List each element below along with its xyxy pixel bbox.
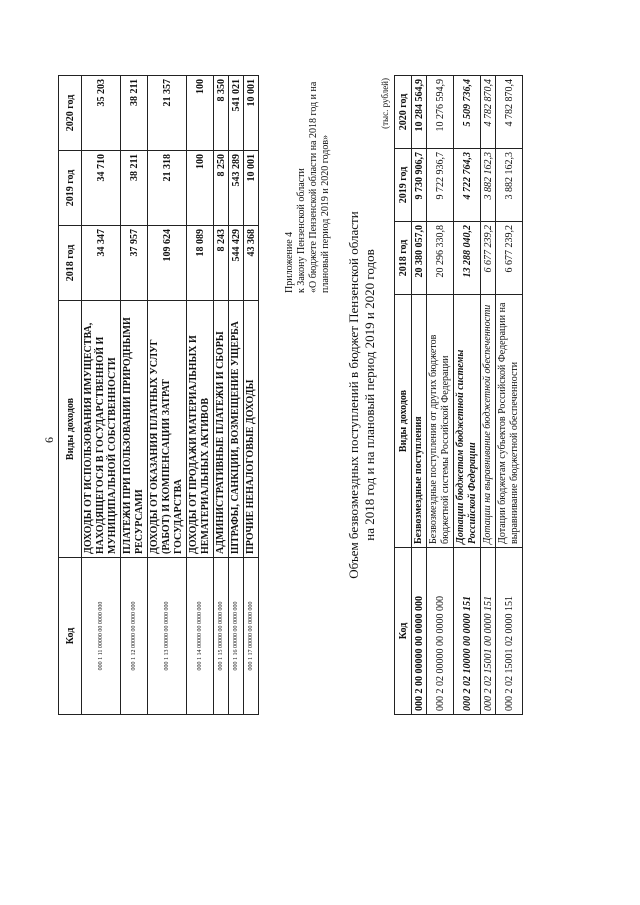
header-2018: 2018 год [59,226,82,301]
table-row [187,76,214,715]
table-row [229,76,244,715]
value-2018: 8 243 [214,226,229,301]
row-code: 000 1 17 00000 00 0000 000 [244,558,259,715]
value-2019: 10 001 [244,151,259,226]
value-2020: 8 350 [214,76,229,151]
row-revenue-type: Дотации бюджетам бюджетной системы Российской Федерации [454,295,481,548]
appendix-line: «О бюджете Пензенской области на 2018 год и на [308,81,319,293]
value-2019: 38 211 [121,151,148,226]
header-code: Код [59,558,82,715]
value-2018: 6 677 239,2 [481,222,496,295]
value-2019: 543 289 [229,151,244,226]
value-2018: 20 380 057,0 [412,222,427,295]
value-2019: 34 710 [82,151,121,226]
value-2018: 37 957 [121,226,148,301]
value-2020: 10 001 [244,76,259,151]
value-2020: 10 284 564,9 [412,76,427,149]
row-code: 000 2 02 10000 00 0000 151 [454,548,481,715]
value-2019: 3 882 162,3 [496,149,523,222]
header-2019: 2019 год [395,149,412,222]
row-code: 000 2 02 00000 00 0000 000 [427,548,454,715]
section-title [346,75,378,715]
row-code: 000 2 02 15001 02 0000 151 [496,548,523,715]
row-revenue-type: ШТРАФЫ, САНКЦИИ, ВОЗМЕЩЕНИЕ УЩЕРБА [229,301,244,558]
table-row [214,76,229,715]
units-label: (тыс. рублей) [380,78,390,129]
row-revenue-type: Дотации бюджетам субъектов Российской Федерации на выравнивание бюджетной обеспеченности [496,295,523,548]
row-revenue-type: ДОХОДЫ ОТ ИСПОЛЬЗОВАНИЯ ИМУЩЕСТВА, НАХОДЯЩЕГОСЯ В ГОСУДАРСТВЕННОЙ И МУНИЦИПАЛЬНОЙ СОБСТВЕННОСТИ [82,301,121,558]
table-row [121,76,148,715]
value-2020: 4 782 870,4 [496,76,523,149]
page-number: 6 [42,437,56,443]
value-2018: 544 429 [229,226,244,301]
value-2019: 100 [187,151,214,226]
title-line: Объем безвозмездных поступлений в бюджет Пензенской области [346,211,361,579]
appendix-line: к Закону Пензенской области [296,168,307,293]
row-revenue-type: ПРОЧИЕ НЕНАЛОГОВЫЕ ДОХОДЫ [244,301,259,558]
value-2020: 21 357 [148,76,187,151]
value-2019: 4 722 764,3 [454,149,481,222]
table-row [82,76,121,715]
value-2019: 9 722 936,7 [427,149,454,222]
header-revenue-type: Виды доходов [59,301,82,558]
non-tax-revenue-table [58,75,259,715]
row-revenue-type: Дотации на выравнивание бюджетной обеспеченности [481,295,496,548]
header-2020: 2020 год [59,76,82,151]
table-row [496,76,523,715]
value-2018: 109 624 [148,226,187,301]
table-header-row [395,76,412,715]
header-2018: 2018 год [395,222,412,295]
value-2018: 18 089 [187,226,214,301]
table-row [412,76,427,715]
row-code: 000 1 12 00000 00 0000 000 [121,558,148,715]
value-2018: 34 347 [82,226,121,301]
table-row [481,76,496,715]
value-2018: 43 368 [244,226,259,301]
value-2020: 4 782 870,4 [481,76,496,149]
value-2019: 21 318 [148,151,187,226]
table-header-row [59,76,82,715]
row-revenue-type: Безвозмездные поступления [412,295,427,548]
value-2020: 38 211 [121,76,148,151]
table-row [244,76,259,715]
value-2020: 10 276 594,9 [427,76,454,149]
appendix-line: плановый период 2019 и 2020 годов» [320,134,331,293]
table-body [412,76,523,715]
value-2020: 35 203 [82,76,121,151]
row-code: 000 1 16 00000 00 0000 000 [229,558,244,715]
table-row [427,76,454,715]
title-line: на 2018 год и на плановый период 2019 и 2020 годов [362,249,377,541]
row-revenue-type: ДОХОДЫ ОТ ОКАЗАНИЯ ПЛАТНЫХ УСЛУГ (РАБОТ) И КОМПЕНСАЦИИ ЗАТРАТ ГОСУДАРСТВА [148,301,187,558]
row-code: 000 1 14 00000 00 0000 000 [187,558,214,715]
header-2020: 2020 год [395,76,412,149]
appendix-line: Приложение 4 [284,231,295,293]
appendix-note [284,82,332,293]
table-row [148,76,187,715]
value-2019: 9 730 906,7 [412,149,427,222]
value-2018: 6 677 239,2 [496,222,523,295]
value-2020: 5 509 736,4 [454,76,481,149]
value-2018: 20 296 330,8 [427,222,454,295]
gratuitous-receipts-table [394,75,523,715]
header-code: Код [395,548,412,715]
row-revenue-type: Безвозмездные поступления от других бюджетов бюджетной системы Российской Федерации [427,295,454,548]
value-2019: 3 882 162,3 [481,149,496,222]
row-code: 000 2 00 00000 00 0000 000 [412,548,427,715]
row-revenue-type: АДМИНИСТРАТИВНЫЕ ПЛАТЕЖИ И СБОРЫ [214,301,229,558]
header-2019: 2019 год [59,151,82,226]
row-code: 000 1 11 00000 00 0000 000 [82,558,121,715]
row-code: 000 2 02 15001 00 0000 151 [481,548,496,715]
row-code: 000 1 15 00000 00 0000 000 [214,558,229,715]
value-2018: 13 288 040,2 [454,222,481,295]
table-body [82,76,259,715]
row-code: 000 1 13 00000 00 0000 000 [148,558,187,715]
value-2020: 100 [187,76,214,151]
table-row [454,76,481,715]
value-2019: 8 250 [214,151,229,226]
row-revenue-type: ПЛАТЕЖИ ПРИ ПОЛЬЗОВАНИИ ПРИРОДНЫМИ РЕСУРСАМИ [121,301,148,558]
header-revenue-type: Виды доходов [395,295,412,548]
row-revenue-type: ДОХОДЫ ОТ ПРОДАЖИ МАТЕРИАЛЬНЫХ И НЕМАТЕРИАЛЬНЫХ АКТИВОВ [187,301,214,558]
value-2020: 541 021 [229,76,244,151]
